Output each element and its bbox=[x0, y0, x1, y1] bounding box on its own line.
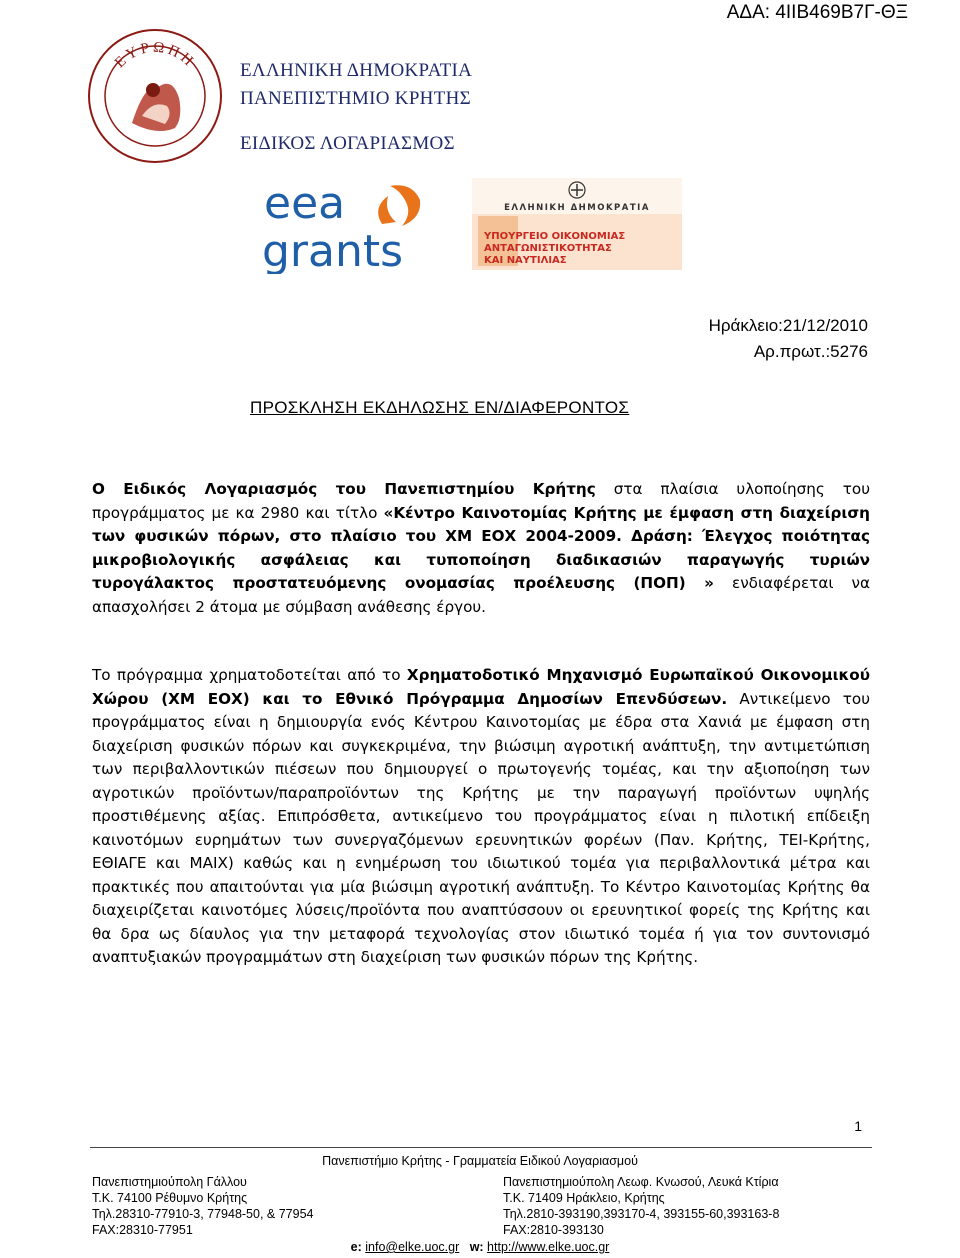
svg-text:eea: eea bbox=[264, 178, 346, 229]
header-line-1: ΕΛΛΗΝΙΚΗ ΔΗΜΟΚΡΑΤΙΑ bbox=[240, 60, 473, 81]
eea-grants-logo bbox=[262, 178, 432, 274]
ada-code: ΑΔΑ: 4ΙΙΒ469Β7Γ-ΘΞ bbox=[726, 2, 908, 23]
paragraph-1: Ο Ειδικός Λογαριασμός του Πανεπιστημίου Κρήτης στα πλαίσια υλοποίησης του προγράμματος με κα 2980 και τίτλο «Κέντρο Καινοτομίας Κρήτης με έμφαση στη διαχείριση των φυσικών πόρων, στο πλαίσιο του ΧΜ ΕΟΧ 2004-2009. Δράση: Έλεγχος ποιότητας μικροβιολογικής ασφάλειας και τυποποίηση διαδικασιών παραγωγής τυριών τυρογάλακτος προστατευόμενης ονομασίας προέλευσης (ΠΟΠ) » ενδιαφέρεται να απασχολήσει 2 άτομα με σύμβαση ανάθεσης έργου. bbox=[92, 480, 871, 616]
svg-text:ΕΥΡΩΠΗ: ΕΥΡΩΠΗ bbox=[111, 39, 199, 72]
footer-right-address: Πανεπιστημιούπολη Λεωφ. Κνωσού, Λευκά Κτίρια Τ.Κ. 71409 Ηράκλειο, Κρήτης Τηλ.2810-393190,393170-4, 393155-60,393163-8 FAX:2810-393130 bbox=[503, 1175, 780, 1237]
footer-contacts: e: info@elke.uoc.gr w: http://www.elke.uoc.gr bbox=[350, 1240, 610, 1254]
svg-text:ΕΛΛΗΝΙΚΗ ΔΗΜΟΚΡΑΤΙΑ: ΕΛΛΗΝΙΚΗ ΔΗΜΟΚΡΑΤΙΑ bbox=[504, 203, 650, 213]
footer-divider bbox=[90, 1147, 872, 1148]
svg-text:ΥΠΟΥΡΓΕΙΟ ΟΙΚΟΝΟΜΙΑΣ: ΥΠΟΥΡΓΕΙΟ ΟΙΚΟΝΟΜΙΑΣ bbox=[484, 231, 626, 242]
footer-center: Πανεπιστήμιο Κρήτης - Γραμματεία Ειδικού Λογαριασμού bbox=[322, 1154, 638, 1168]
svg-text:ΚΑΙ ΝΑΥΤΙΛΙΑΣ: ΚΑΙ ΝΑΥΤΙΛΙΑΣ bbox=[484, 255, 567, 266]
header-line-3: ΕΙΔΙΚΟΣ ΛΟΓΑΡΙΑΣΜΟΣ bbox=[240, 133, 455, 154]
footer-left-address: Πανεπιστημιούπολη Γάλλου Τ.Κ. 74100 Ρέθυμνο Κρήτης Τηλ.28310-77910-3, 77948-50, & 77954 FAX:28310-77951 bbox=[92, 1175, 314, 1237]
protocol-number: Αρ.πρωτ.:5276 bbox=[753, 342, 868, 361]
website-link[interactable]: http://www.elke.uoc.gr bbox=[487, 1240, 610, 1254]
page-number: 1 bbox=[854, 1118, 862, 1134]
svg-text:grants: grants bbox=[262, 226, 404, 274]
header-line-2: ΠΑΝΕΠΙΣΤΗΜΙΟ ΚΡΗΤΗΣ bbox=[240, 88, 471, 109]
email-link[interactable]: info@elke.uoc.gr bbox=[365, 1240, 460, 1254]
document-title: ΠΡΟΣΚΛΗΣΗ ΕΚΔΗΛΩΣΗΣ ΕΝ/ΔΙΑΦΕΡΟΝΤΟΣ bbox=[250, 398, 630, 417]
paragraph-2: Το πρόγραμμα χρηματοδοτείται από το Χρηματοδοτικό Μηχανισμό Ευρωπαϊκού Οικονομικού Χώρου (ΧΜ ΕΟΧ) και το Εθνικό Πρόγραμμα Δημοσίων Επενδύσεων. Αντικείμενο του προγράμματος είναι η δημιουργία ενός Κέντρου Καινοτομίας με έδρα στα Χανιά με έμφαση στη διαχείριση φυσικών πόρων και συγκεκριμένα, την βιώσιμη αγροτική ανάπτυξη, την αντιμετώπιση των περιβαλλοντικών πιέσεων που δημιουργεί ο πρωτογενής τομέας, και την αξιοποίηση των αγροτικών προϊόντων/παραπροϊόντων της Κρήτης με την παραγωγή προϊόντων υψηλής προστιθέμενης αξίας. Επιπρόσθετα, αντικείμενο του προγράμματος είναι η πιλοτική επίδειξη καινοτόμων ευρημάτων των συνεργαζόμενων ερευνητικών φορέων (Παν. Κρήτης, ΤΕΙ-Κρήτης, ΕΘΙΑΓΕ και ΜΑΙΧ) καθώς και η ενημέρωση του ιδιωτικού τομέα για περιβαλλοντικά μέτρα και πρακτικές που απαιτούνται για μία βιώσιμη αγροτική ανάπτυξη. Το Κέντρο Καινοτομίας Κρήτης θα διαχειρίζεται καινοτόμες λύσεις/προϊόντα που αναπτύσσουν οι ερευνητικοί φορείς της Κρήτης και θα δρα ως δίαυλος για την μεταφορά τεχνολογίας στον ιδιωτικό τομέα ή για τον συντονισμό αναπτυξιακών προγραμμάτων στη διαχείριση των φυσικών πόρων της Κρήτης. bbox=[92, 666, 870, 966]
svg-text:ΑΝΤΑΓΩΝΙΣΤΙΚΟΤΗΤΑΣ: ΑΝΤΑΓΩΝΙΣΤΙΚΟΤΗΤΑΣ bbox=[484, 243, 612, 254]
document-date: Ηράκλειο:21/12/2010 bbox=[708, 316, 868, 335]
university-seal-logo bbox=[87, 28, 223, 164]
ministry-logo bbox=[472, 178, 682, 270]
